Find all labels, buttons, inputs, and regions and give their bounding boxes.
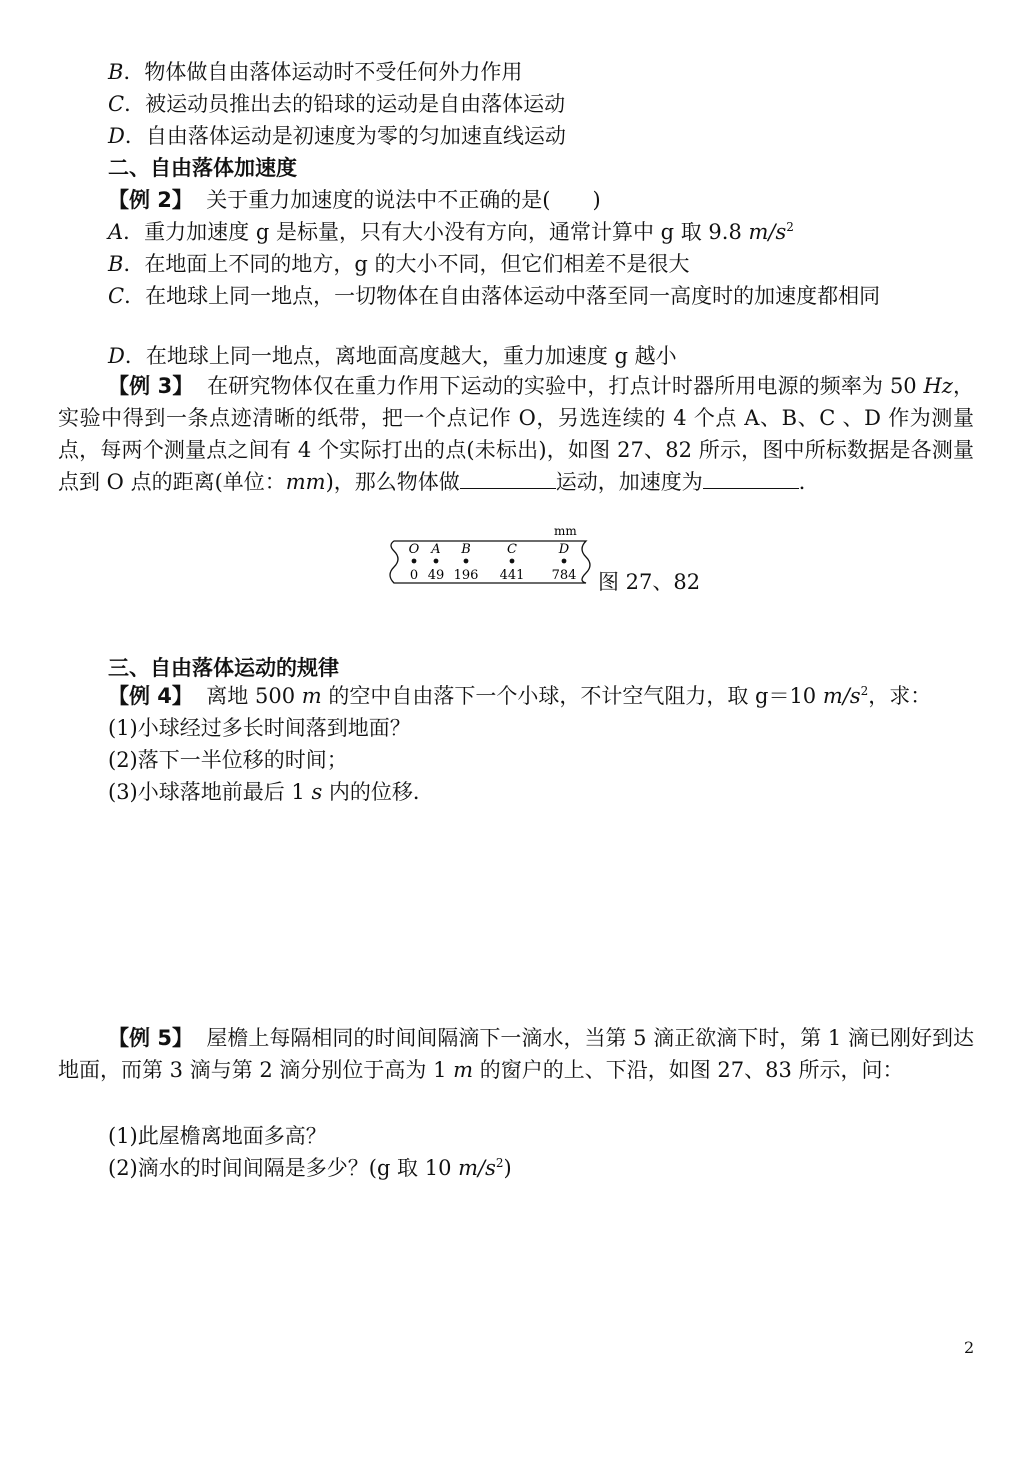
tape-point-dot [510,559,515,564]
paragraph-text: 运动，加速度为 [555,470,703,494]
example-4-subquestion-1: (1)小球经过多长时间落到地面？ [108,716,411,740]
answer-blank-acceleration[interactable] [703,468,799,489]
unit-text: m [453,1058,474,1082]
option-b-q1 [108,56,522,88]
paragraph-text: 的窗户的上、下沿，如图 27、83 所示，问： [473,1058,904,1082]
option-text: ．在地球上同一地点，离地面高度越大，重力加速度 g 越小 [124,344,677,368]
option-c-q1 [108,88,565,120]
paragraph-text: (3)小球落地前最后 1 [108,780,312,804]
paragraph-text: ，求： [868,684,932,708]
option-label: B [108,252,124,276]
answer-blank-motion[interactable] [460,468,556,489]
example-2-option-b [108,248,690,280]
option-label: A [108,220,124,244]
tape-unit-label: mm [554,524,577,538]
superscript: 2 [495,1156,504,1170]
superscript: 2 [786,220,794,234]
unit-text: m/s [458,1156,496,1180]
option-label: C [108,284,125,308]
option-label: B [108,60,124,84]
example-5-subquestion-1: (1)此屋檐离地面多高？ [108,1124,327,1148]
example-tag: 【例 5】 [108,1026,193,1050]
option-text: ．自由落体运动是初速度为零的匀加速直线运动 [124,124,566,148]
tape-point-dot [562,559,567,564]
option-text: ．物体做自由落体运动时不受任何外力作用 [123,60,523,84]
example-tag: 【例 4】 [108,684,193,708]
example-2-question [108,184,601,216]
example-2-option-d [108,340,677,372]
paragraph-text: 在研究物体仅在重力作用下运动的实验中，打点计时器所用电源的频率为 50 [207,374,924,398]
tape-point-label: D [558,542,570,557]
paragraph-text: 屋檐上每隔相同的时间间隔滴下一滴水，当第 5 滴正欲滴下时，第 1 滴已刚好到达地面，而第 3 滴与第 2 滴分别位于高为 1 [58,1026,975,1082]
example-2-option-c [58,280,974,312]
tape-point-dot [464,559,469,564]
paper-tape-diagram [388,523,594,587]
paragraph-text: ，实验中得到一条点迹清晰的纸带，把一个点记作 O，另选连续的 4 个点 A、B、C 、D 作为测量点，每两个测量点之间有 4 个实际打出的点(未标出)，如图 27、82 所示，图中所标数据是各测量点到 O 点的距离(单位： [58,374,974,494]
tape-point-value: 196 [453,568,479,583]
option-d-q1 [108,120,566,152]
example-2-option-a [108,216,794,248]
tape-point-dot [434,559,439,564]
section-heading-3: 三、自由落体运动的规律 [108,656,339,680]
example-3-paragraph [58,370,974,498]
paragraph-text: 离地 500 [206,684,302,708]
unit-text: mm [285,470,326,494]
figure-caption: 图 27、82 [598,570,701,594]
tape-point-value: 49 [427,568,445,583]
example-tag: 【例 2】 [108,188,193,212]
example-5-subquestion-2 [108,1152,512,1184]
option-label: C [108,92,125,116]
paragraph-text: ． [798,470,820,494]
tape-point-value: 784 [551,568,577,583]
unit-text: m [301,684,322,708]
unit-text: s [311,780,323,804]
option-text: ．被运动员推出去的铅球的运动是自由落体运动 [124,92,566,116]
tape-point-value: 0 [409,568,419,583]
example-4-subquestion-2: (2)落下一半位移的时间； [108,748,348,772]
paragraph-text: 的空中自由落下一个小球，不计空气阻力，取 g＝10 [321,684,823,708]
superscript: 2 [860,684,869,698]
option-text: ．重力加速度 g 是标量，只有大小没有方向，通常计算中 g 取 9.8 [123,220,749,244]
tape-point-value: 441 [499,568,525,583]
paragraph-text: ) [503,1156,512,1180]
example-question-text: 关于重力加速度的说法中不正确的是( ) [206,188,601,212]
example-5-paragraph [58,1022,974,1086]
paragraph-text: )，那么物体做 [325,470,460,494]
unit-text: m/s [822,684,861,708]
example-4-subquestion-3 [108,776,434,808]
option-label: D [108,344,125,368]
section-heading-2: 二、自由落体加速度 [108,156,297,180]
page-number: 2 [964,1338,975,1357]
paper-tape-figure [388,523,594,587]
paragraph-text: 内的位移． [322,780,434,804]
option-text: ．在地面上不同的地方，g 的大小不同，但它们相差不是很大 [123,252,690,276]
tape-point-label: C [507,542,517,557]
example-tag: 【例 3】 [108,374,194,398]
unit-text: Hz [923,374,953,398]
option-text: ．在地球上同一地点，一切物体在自由落体运动中落至同一高度时的加速度都相同 [124,284,881,308]
option-label: D [108,124,125,148]
tape-point-dot [412,559,417,564]
tape-point-label: O [408,542,420,557]
paragraph-text: (2)滴水的时间间隔是多少？(g 取 10 [108,1156,459,1180]
example-4-question [108,680,931,712]
tape-point-label: B [461,542,471,557]
tape-point-label: A [431,542,441,557]
unit-text: m/s [748,220,787,244]
